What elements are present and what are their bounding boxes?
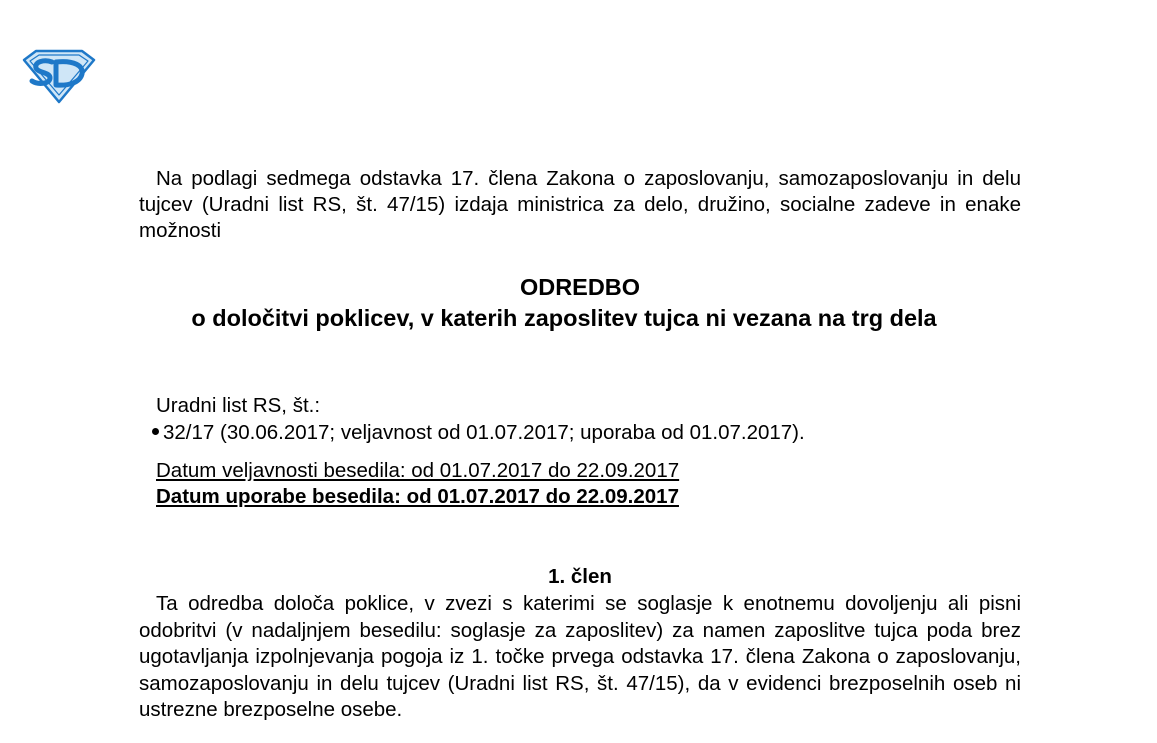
gazette-entry: 32/17 (30.06.2017; veljavnost od 01.07.2017; uporaba od 01.07.2017). <box>163 421 805 444</box>
document-title-block <box>139 272 1021 334</box>
sd-shield-logo-icon <box>22 48 96 104</box>
article-paragraph: Ta odredba določa poklice, v zvezi s katerimi se soglasje k enotnemu dovoljenju ali pisni odobritvi (v nadaljnjem besedilu: soglasje za zaposlitev) za namen zaposlitve tujca poda brez ugotavljanja izpolnjevanja pogoja iz 1. točke prvega odstavka 17. člena Zakona o zaposlovanju, samozaposlovanju in delu tujcev (Uradni list RS, št. 47/15), da v evidenci brezposelnih oseb ni ustrezne brezposelne osebe. <box>139 592 1021 721</box>
intro-paragraph: Na podlagi sedmega odstavka 17. člena Zakona o zaposlovanju, samozaposlovanju in delu tujcev (Uradni list RS, št. 47/15) izdaja ministrica za delo, družino, socialne zadeve in enake možnosti <box>139 167 1021 242</box>
gazette-label: Uradni list RS, št.: <box>156 394 321 417</box>
dates-block <box>156 458 679 510</box>
validity-date: Datum veljavnosti besedila: od 01.07.2017 do 22.09.2017 <box>156 459 680 482</box>
document-heading: ODREDBO <box>519 274 641 300</box>
document-subtitle: o določitvi poklicev, v katerih zaposlitev tujca ni vezana na trg dela <box>191 305 937 331</box>
application-date: Datum uporabe besedila: od 01.07.2017 do 22.09.2017 <box>156 485 679 508</box>
bullet-icon <box>152 428 159 435</box>
article-title: 1. člen <box>548 565 612 588</box>
gazette-list-item <box>152 420 805 446</box>
